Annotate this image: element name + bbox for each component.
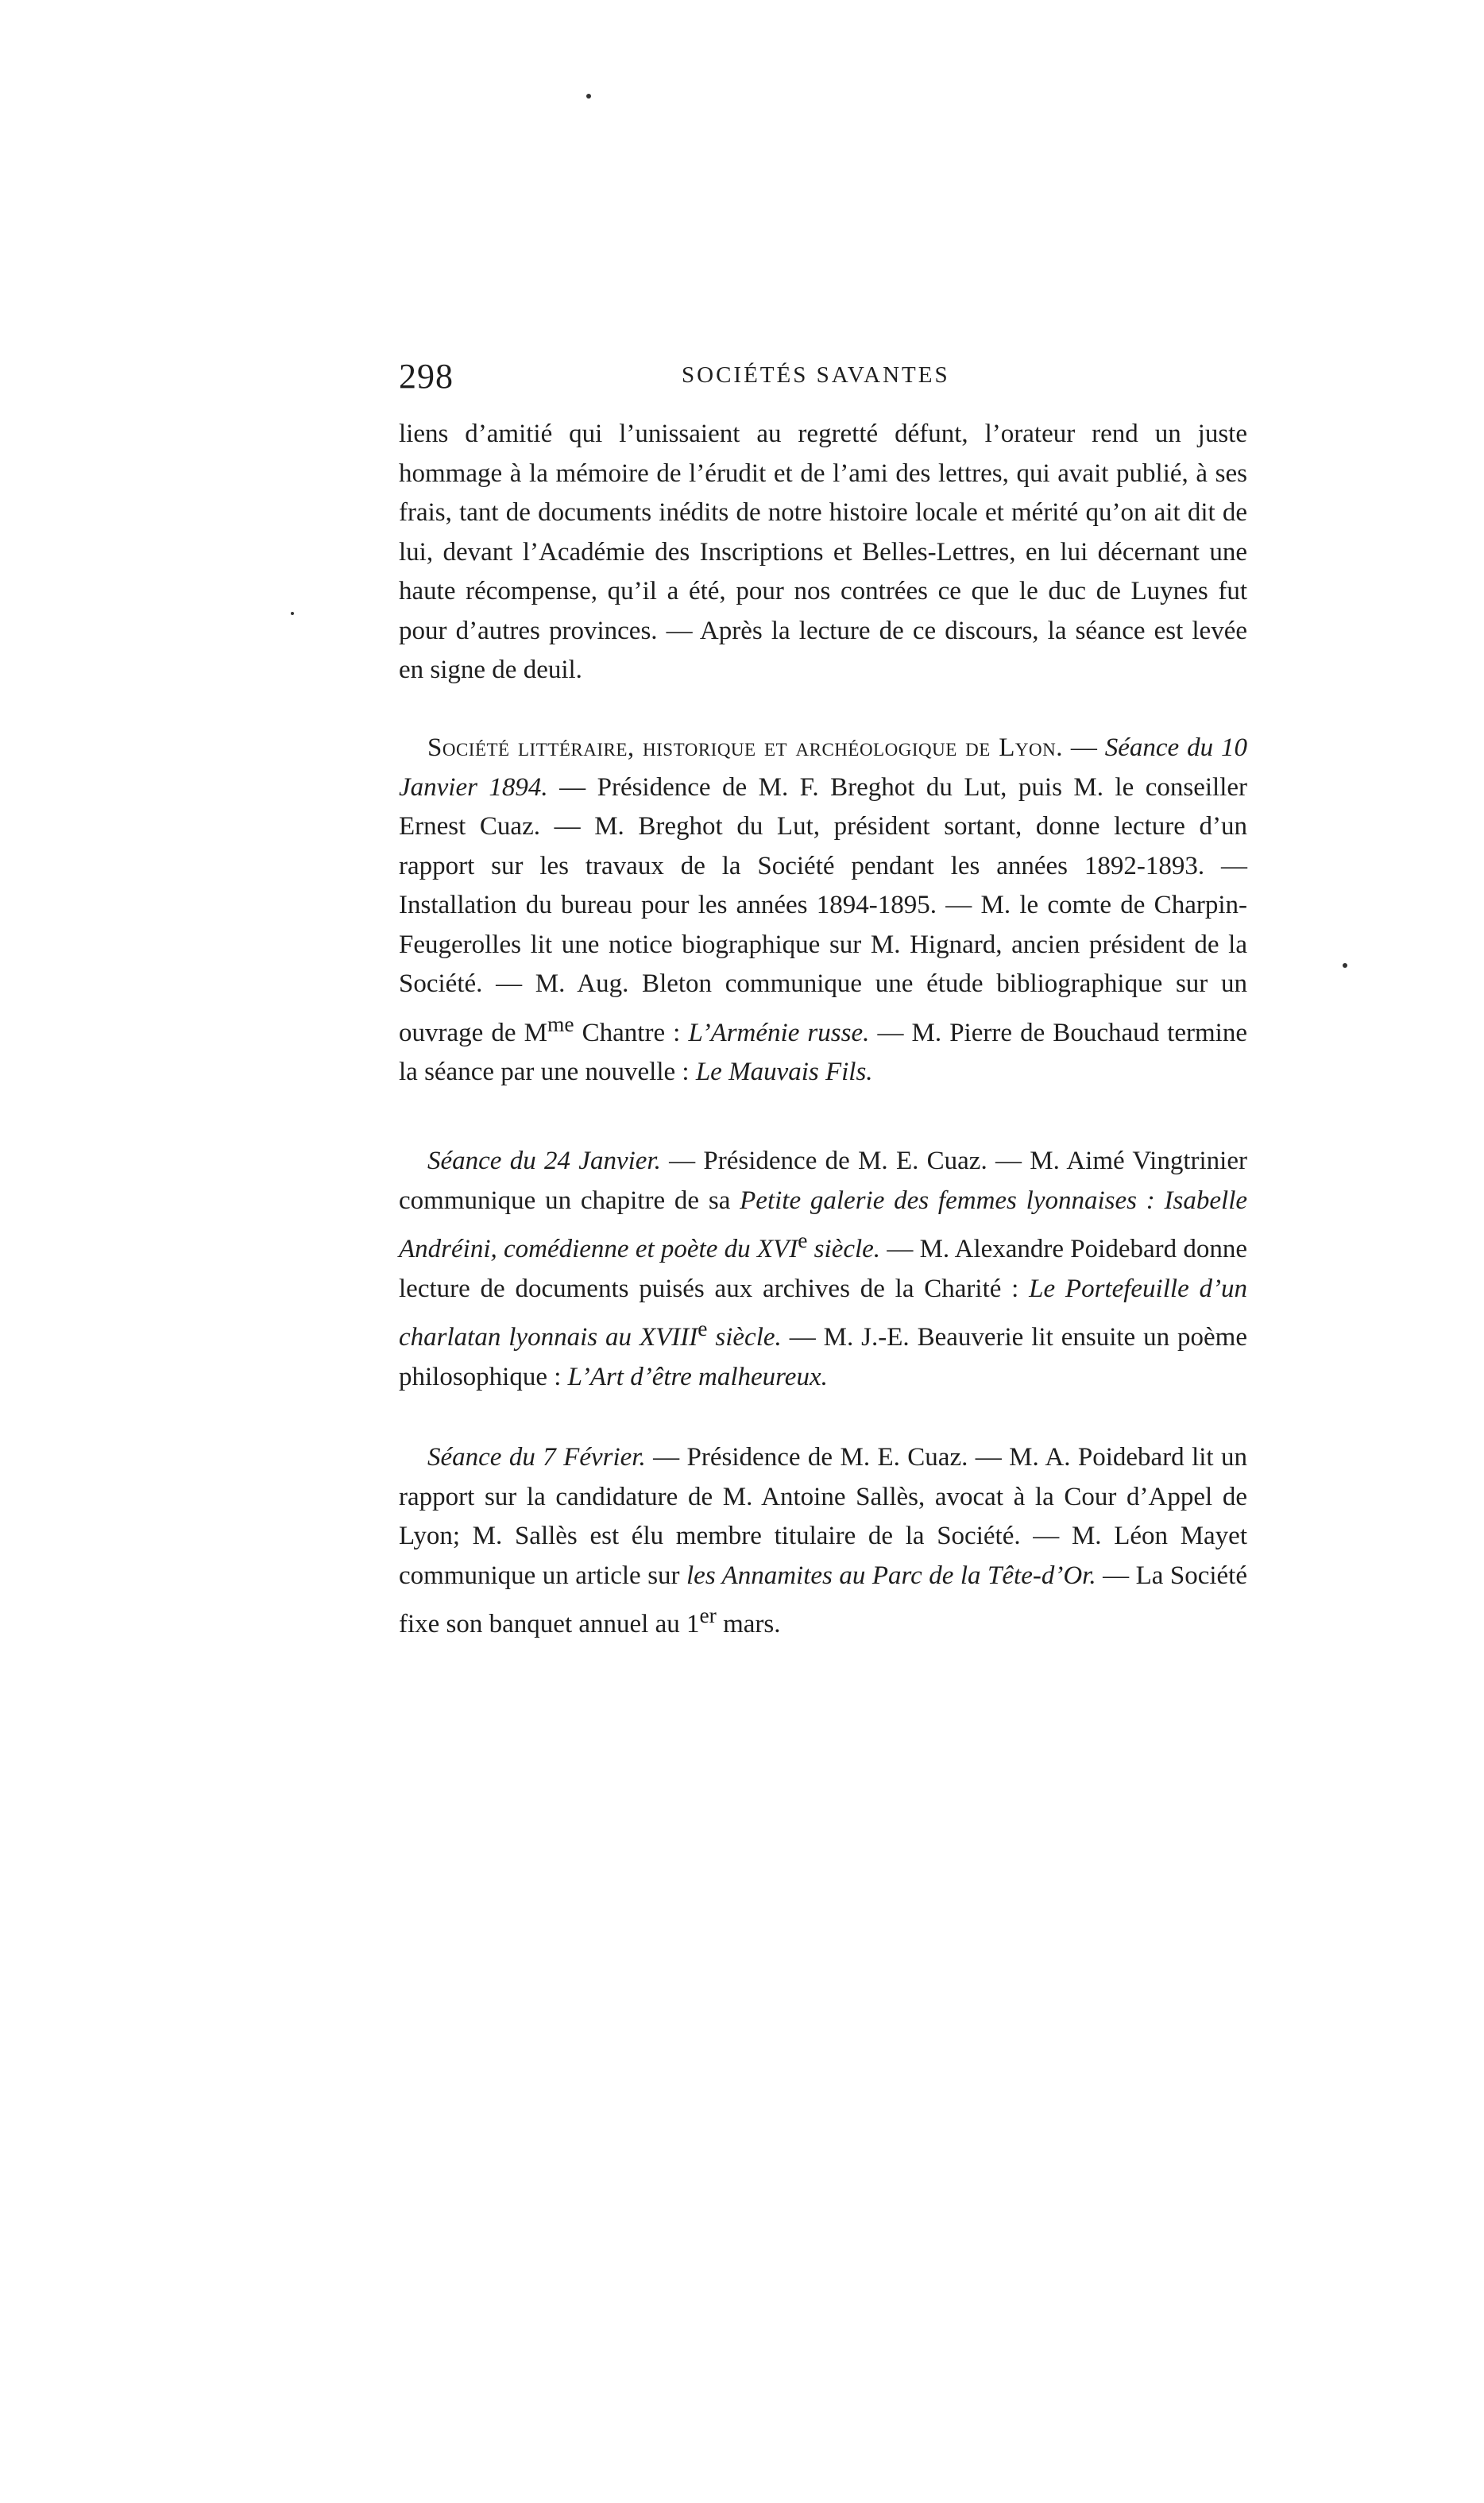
work-title: les Annamites au Parc de la Tête-d’Or. — [686, 1561, 1096, 1590]
paragraph-session-7-fevrier — [399, 1438, 1247, 1645]
scan-speck — [1343, 963, 1347, 968]
work-title: siècle. — [707, 1323, 782, 1352]
superscript: e — [698, 1316, 708, 1340]
running-title: SOCIÉTÉS SAVANTES — [682, 362, 950, 388]
page-number: 298 — [399, 357, 454, 396]
paragraph-session-24-janvier — [399, 1142, 1247, 1397]
dash: — — [1062, 733, 1105, 762]
work-title: siècle. — [807, 1235, 881, 1263]
paragraph-continuation — [399, 415, 1247, 691]
session-date: Séance du 7 Février. — [427, 1443, 646, 1472]
paragraph-session-10-janvier — [399, 729, 1247, 1093]
work-title: Petite galerie des femmes lyonnaises : Isabelle Andréini, comédienne et poète du XVI — [399, 1186, 1248, 1263]
society-name: Société littéraire, historique et archéologique de Lyon. — [427, 733, 1063, 762]
work-title: Le Portefeuille d’un charlatan lyonnais au XVIII — [399, 1274, 1247, 1352]
superscript: er — [699, 1603, 717, 1627]
superscript: me — [547, 1011, 574, 1036]
scan-speck — [291, 612, 294, 615]
paragraph-text: — M. J.-E. Beauverie lit ensuite un poème philosophique : — [399, 1323, 1248, 1391]
paragraph-text: — Présidence de M. E. Cuaz. — M. Aimé Vingtrinier communique un chapitre de sa — [399, 1147, 1247, 1215]
paragraph-text: — M. Pierre de Bouchaud termine la séance par une nouvelle : — [399, 1018, 1247, 1086]
superscript: e — [798, 1228, 808, 1252]
work-title: L’Art d’être malheureux. — [567, 1362, 828, 1391]
work-title: L’Arménie russe. — [688, 1018, 870, 1047]
paragraph-text: mars. — [716, 1610, 781, 1638]
paragraph-text: — La Société fixe son banquet annuel au 1 — [399, 1561, 1247, 1638]
paragraph-text: — M. Alexandre Poidebard donne lecture de documents puisés aux archives de la Charité : — [399, 1235, 1248, 1303]
paragraph-text: — Présidence de M. E. Cuaz. — M. A. Poidebard lit un rapport sur la candidature de M. Antoine Sallès, avocat à la Cour d’Appel de Lyon; M. Sallès est élu membre titulaire de la Société. — M. Léon Mayet communique un article sur — [399, 1443, 1247, 1590]
page-header — [399, 356, 1247, 404]
paragraph-text: — Présidence de M. F. Breghot du Lut, puis M. le conseiller Ernest Cuaz. — M. Breghot du Lut, président sortant, donne lecture d’un rapport sur les travaux de la Société pendant les années 1892-1893. — Installation du bureau pour les années 1894-1895. — M. le comte de Charpin-Feugerolles lit une notice biographique sur M. Hignard, ancien président de la Société. — M. Aug. Bleton communique une étude bibliographique sur un ouvrage de M — [399, 772, 1247, 1047]
scan-speck — [586, 94, 591, 99]
paragraph-text: liens d’amitié qui l’unissaient au regretté défunt, l’orateur rend un juste hommage à la mémoire de l’érudit et de l’ami des lettres, qui avait publié, à ses frais, tant de documents inédits de notre histoire locale et mérité qu’on ait dit de lui, devant l’Académie des Inscriptions et Belles-Lettres, en lui décernant une haute récompense, qu’il a été, pour nos contrées ce que le duc de Luynes fut pour d’autres provinces. — Après la lecture de ce discours, la séance est levée en signe de deuil. — [399, 420, 1247, 684]
session-date: Séance du 24 Janvier. — [427, 1147, 661, 1175]
session-date: Séance du 10 Janvier 1894. — [399, 733, 1248, 802]
paragraph-text: Chantre : — [574, 1018, 689, 1047]
work-title: Le Mauvais Fils. — [695, 1058, 873, 1086]
